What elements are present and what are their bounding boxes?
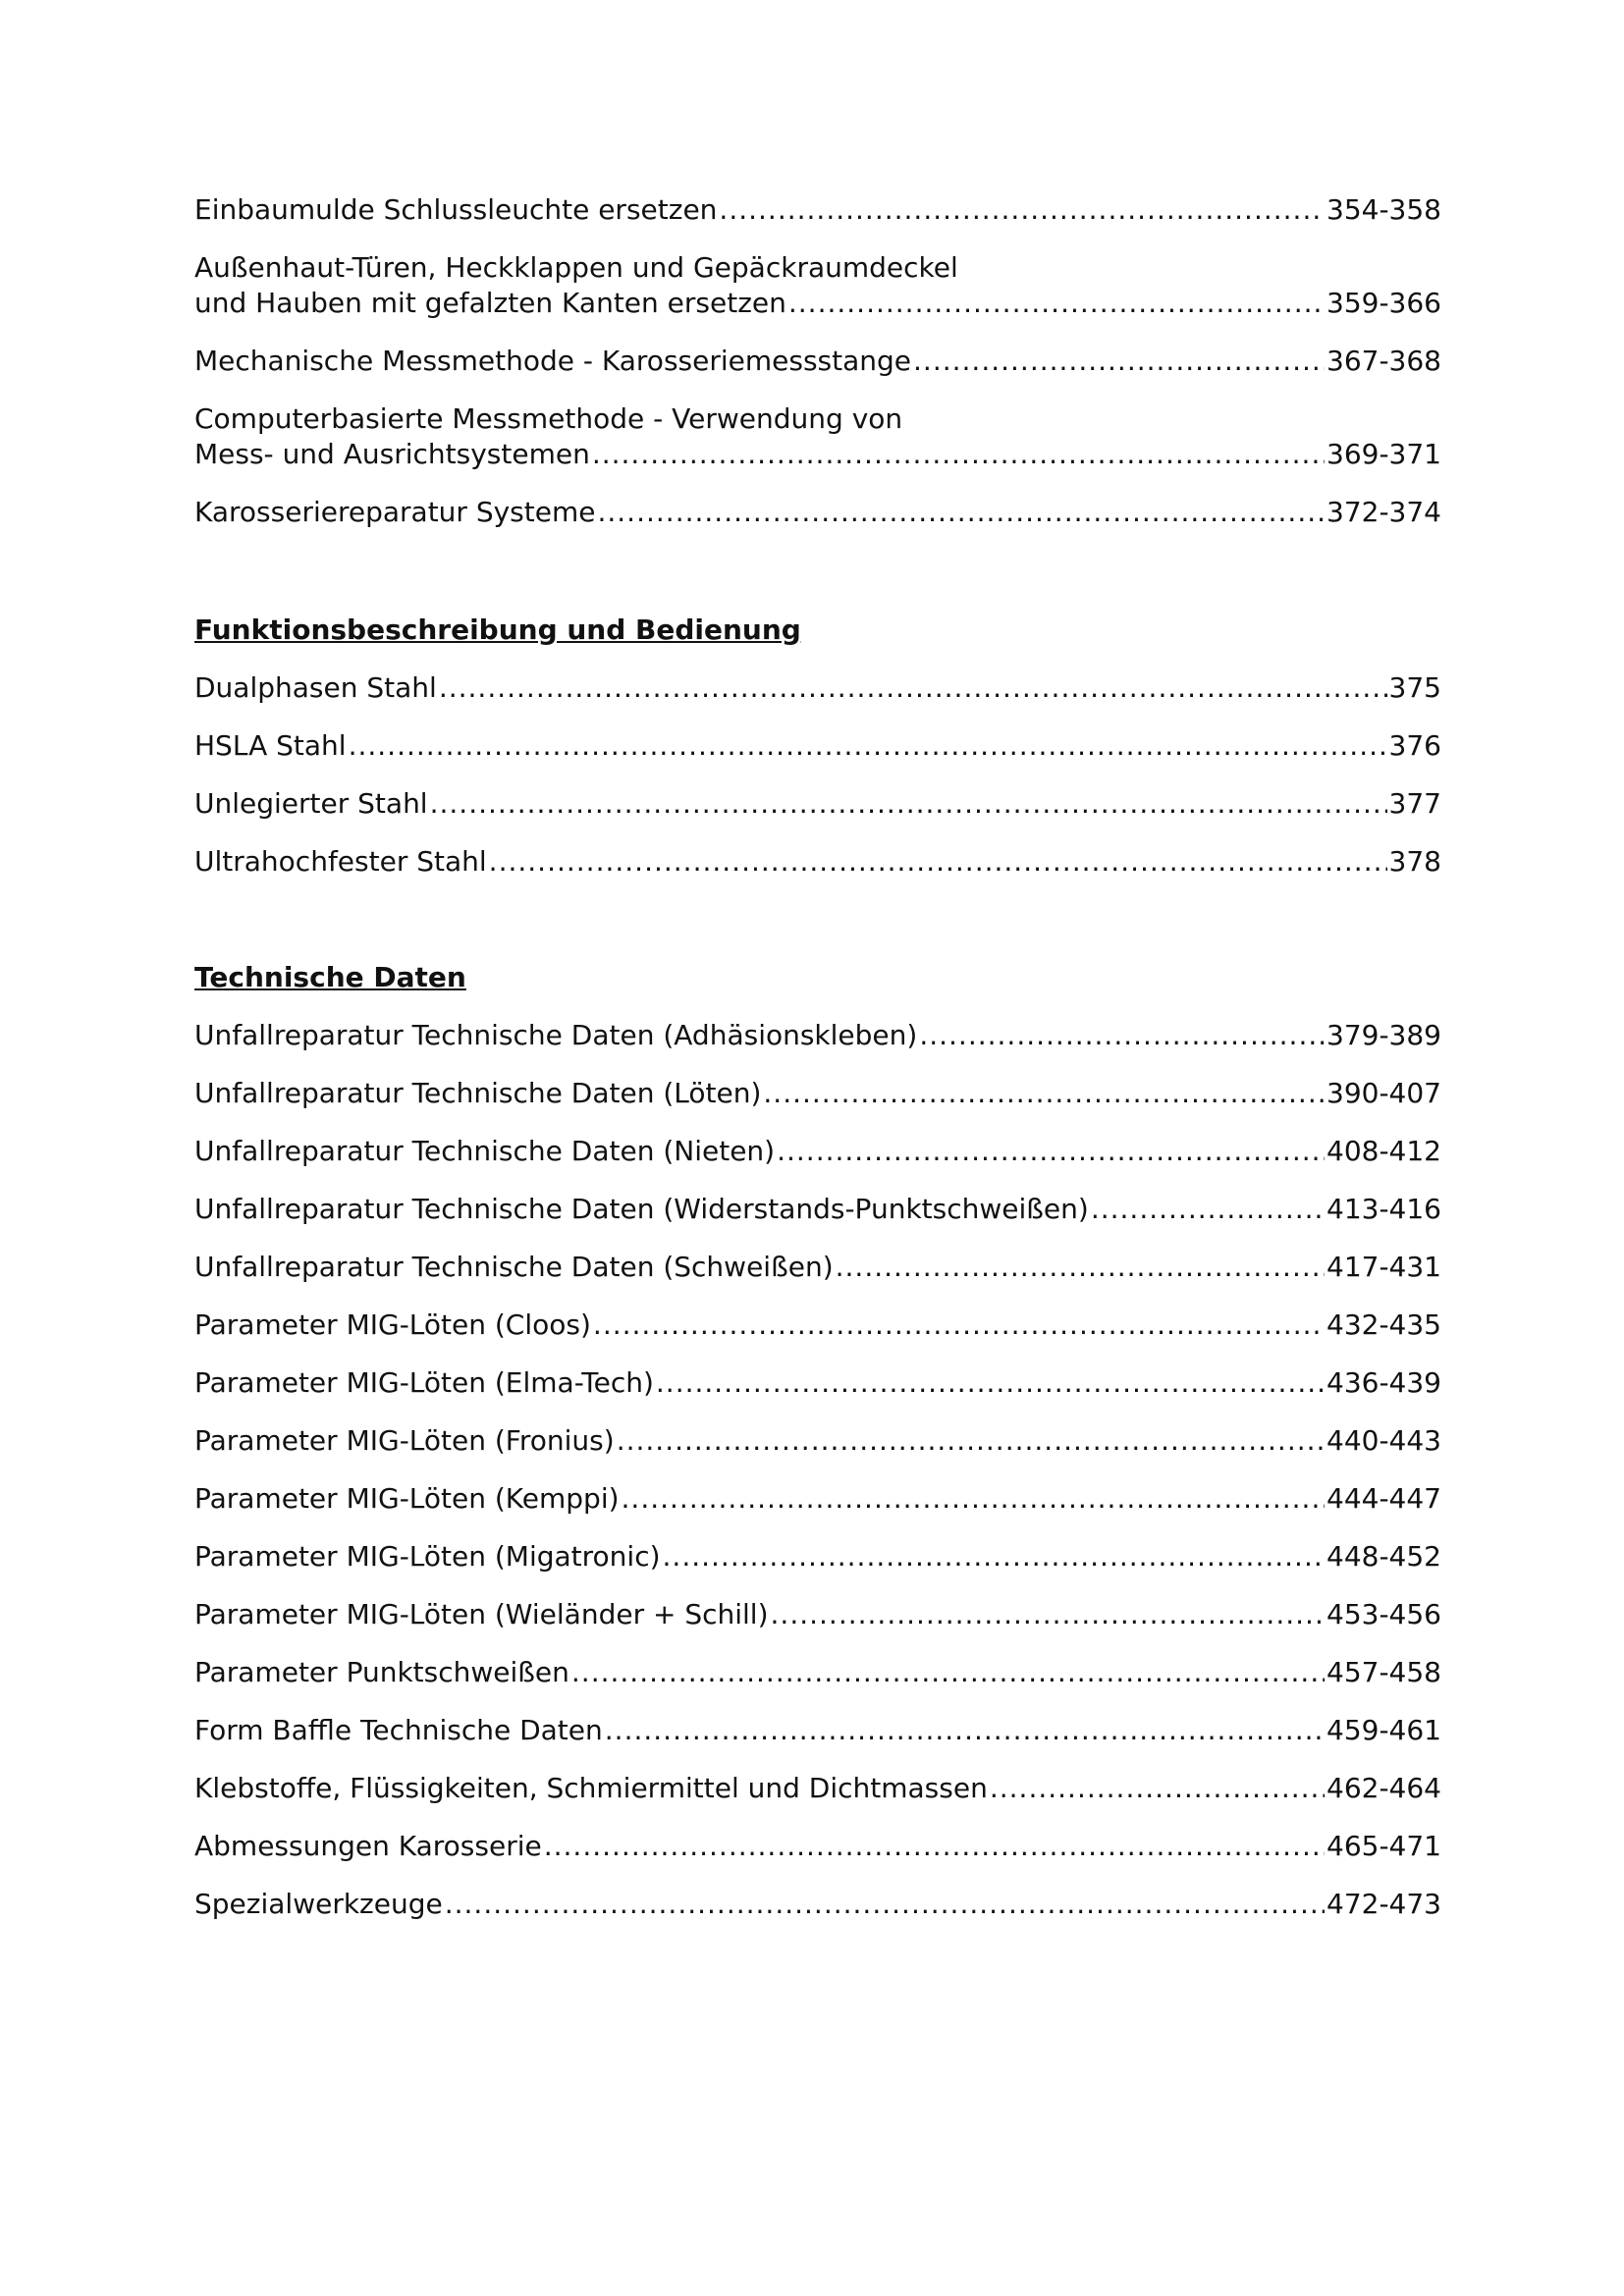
toc-entry[interactable] <box>194 401 1441 472</box>
toc-entry-title: Unfallreparatur Technische Daten (Nieten) <box>194 1135 776 1167</box>
toc-section <box>194 192 1441 553</box>
dot-leader <box>719 192 1325 228</box>
toc-entry-page-range: 459-461 <box>1326 1714 1441 1746</box>
dot-leader <box>597 495 1325 530</box>
toc-entry[interactable] <box>194 670 1441 706</box>
dot-leader <box>593 1308 1325 1343</box>
toc-entry-row <box>194 1018 1441 1053</box>
toc-entry-row <box>194 1887 1441 1922</box>
dot-leader <box>777 1134 1325 1169</box>
toc-entry-row <box>194 786 1441 822</box>
toc-entry-title: Parameter MIG-Löten (Kemppi) <box>194 1482 620 1515</box>
dot-leader <box>445 1887 1325 1922</box>
toc-entry-row <box>194 1713 1441 1748</box>
toc-entry[interactable] <box>194 1771 1441 1806</box>
toc-entry[interactable] <box>194 728 1441 764</box>
toc-entry-title: Parameter MIG-Löten (Cloos) <box>194 1308 591 1341</box>
toc-entry-title: und Hauben mit gefalzten Kanten ersetzen <box>194 287 786 319</box>
toc-entry[interactable] <box>194 1423 1441 1459</box>
toc-entry-title: Parameter MIG-Löten (Wieländer + Schill) <box>194 1598 769 1630</box>
toc-entry[interactable] <box>194 192 1441 228</box>
toc-entry-title: Unfallreparatur Technische Daten (Widerstands-Punktschweißen) <box>194 1193 1089 1225</box>
toc-entry-title: Parameter MIG-Löten (Elma-Tech) <box>194 1366 654 1399</box>
toc-entry-row <box>194 1076 1441 1111</box>
toc-entry-page-range: 444-447 <box>1326 1482 1441 1515</box>
toc-entry-page-range: 413-416 <box>1326 1193 1441 1225</box>
toc-entry-title: HSLA Stahl <box>194 729 347 762</box>
dot-leader <box>919 1018 1325 1053</box>
toc-entry-row <box>194 344 1441 379</box>
toc-entry-title: Parameter MIG-Löten (Migatronic) <box>194 1540 661 1573</box>
toc-entry-page-range: 408-412 <box>1326 1135 1441 1167</box>
dot-leader <box>656 1365 1325 1401</box>
dot-leader <box>571 1655 1325 1690</box>
toc-entry-row <box>194 1539 1441 1575</box>
toc-entry-page-range: 376 <box>1388 729 1441 762</box>
toc-entry-title: Ultrahochfester Stahl <box>194 845 487 878</box>
dot-leader <box>439 670 1387 706</box>
toc-entry-row <box>194 1365 1441 1401</box>
toc-entry[interactable] <box>194 1597 1441 1632</box>
toc-entry-title: Einbaumulde Schlussleuchte ersetzen <box>194 193 718 226</box>
toc-entry-title: Unfallreparatur Technische Daten (Adhäsionskleben) <box>194 1019 918 1051</box>
dot-leader <box>592 437 1325 472</box>
dot-leader <box>544 1829 1325 1864</box>
toc-entry-title: Parameter Punktschweißen <box>194 1656 569 1688</box>
toc-entry[interactable] <box>194 1308 1441 1343</box>
toc-entry-title: Mechanische Messmethode - Karosseriemessstange <box>194 345 912 377</box>
toc-entry[interactable] <box>194 1539 1441 1575</box>
toc-entry-page-range: 359-366 <box>1326 287 1441 319</box>
toc-entry[interactable] <box>194 250 1441 321</box>
toc-entry-page-range: 369-371 <box>1326 438 1441 470</box>
toc-entry-title: Karosseriereparatur Systeme <box>194 496 596 528</box>
toc-entry-title-line: Außenhaut-Türen, Heckklappen und Gepäckraumdeckel <box>194 251 958 284</box>
toc-entry-page-range: 378 <box>1388 845 1441 878</box>
dot-leader <box>913 344 1325 379</box>
toc-entry-title: Unfallreparatur Technische Daten (Schweißen) <box>194 1251 834 1283</box>
toc-entry-page-range: 472-473 <box>1326 1888 1441 1920</box>
toc-entry-page-range: 462-464 <box>1326 1772 1441 1804</box>
toc-entry-row <box>194 1134 1441 1169</box>
dot-leader <box>617 1423 1325 1459</box>
dot-leader <box>990 1771 1325 1806</box>
toc-entry[interactable] <box>194 1713 1441 1748</box>
toc-entry-row <box>194 844 1441 880</box>
dot-leader <box>763 1076 1325 1111</box>
toc-entry-page-range: 379-389 <box>1326 1019 1441 1051</box>
toc-entry-title: Abmessungen Karosserie <box>194 1830 542 1862</box>
toc-entry-title: Klebstoffe, Flüssigkeiten, Schmiermittel und Dichtmassen <box>194 1772 988 1804</box>
dot-leader <box>430 786 1387 822</box>
toc-entry-row <box>194 286 1441 321</box>
toc-entry[interactable] <box>194 786 1441 822</box>
dot-leader <box>489 844 1387 880</box>
dot-leader <box>605 1713 1325 1748</box>
toc-entry-page-range: 372-374 <box>1326 496 1441 528</box>
toc-entry-page-range: 377 <box>1388 787 1441 820</box>
toc-entry-title: Unlegierter Stahl <box>194 787 428 820</box>
toc-entry-row <box>194 1308 1441 1343</box>
dot-leader <box>349 728 1387 764</box>
toc-entry-page-range: 432-435 <box>1326 1308 1441 1341</box>
toc-entry-page-range: 390-407 <box>1326 1077 1441 1109</box>
toc-entry[interactable] <box>194 1018 1441 1053</box>
dot-leader <box>622 1481 1325 1517</box>
toc-entry-row <box>194 1423 1441 1459</box>
toc-entry-page-range: 457-458 <box>1326 1656 1441 1688</box>
toc-entry-row <box>194 1829 1441 1864</box>
toc-entry-page-range: 448-452 <box>1326 1540 1441 1573</box>
dot-leader <box>836 1250 1325 1285</box>
toc-entry-page-range: 453-456 <box>1326 1598 1441 1630</box>
toc-entry-title: Unfallreparatur Technische Daten (Löten) <box>194 1077 762 1109</box>
toc-entry[interactable] <box>194 844 1441 880</box>
toc-entry-page-range: 417-431 <box>1326 1251 1441 1283</box>
toc-section <box>194 613 1441 902</box>
toc-entry-title: Mess- und Ausrichtsystemen <box>194 438 590 470</box>
toc-entry[interactable] <box>194 344 1441 379</box>
toc-entry[interactable] <box>194 1134 1441 1169</box>
toc-entry-row <box>194 728 1441 764</box>
section-heading: Funktionsbeschreibung und Bedienung <box>194 614 801 646</box>
toc-entry[interactable] <box>194 1250 1441 1285</box>
toc-entry[interactable] <box>194 1829 1441 1864</box>
toc-entry-row <box>194 437 1441 472</box>
toc-entry[interactable] <box>194 1192 1441 1227</box>
toc-section <box>194 960 1441 1945</box>
toc-entry-row <box>194 670 1441 706</box>
toc-entry-page-range: 367-368 <box>1326 345 1441 377</box>
toc-entry-page-range: 440-443 <box>1326 1424 1441 1457</box>
toc-entry[interactable] <box>194 1887 1441 1922</box>
toc-entry-row <box>194 192 1441 228</box>
dot-leader <box>788 286 1325 321</box>
dot-leader <box>771 1597 1325 1632</box>
dot-leader <box>663 1539 1325 1575</box>
toc-entry-title: Dualphasen Stahl <box>194 671 437 704</box>
toc-entry-row <box>194 1192 1441 1227</box>
toc-entry-title: Form Baffle Technische Daten <box>194 1714 603 1746</box>
toc-entry[interactable] <box>194 1655 1441 1690</box>
dot-leader <box>1091 1192 1325 1227</box>
section-heading: Technische Daten <box>194 961 466 993</box>
toc-entry-title: Spezialwerkzeuge <box>194 1888 443 1920</box>
toc-entry-row <box>194 1597 1441 1632</box>
toc-entry-row <box>194 1655 1441 1690</box>
toc-entry[interactable] <box>194 1365 1441 1401</box>
toc-entry-page-range: 354-358 <box>1326 193 1441 226</box>
toc-entry-row <box>194 495 1441 530</box>
toc-entry-page-range: 436-439 <box>1326 1366 1441 1399</box>
toc-entry[interactable] <box>194 1076 1441 1111</box>
toc-entry[interactable] <box>194 495 1441 530</box>
toc-entry-row <box>194 1481 1441 1517</box>
toc-entry[interactable] <box>194 1481 1441 1517</box>
toc-entry-page-range: 375 <box>1388 671 1441 704</box>
toc-entry-page-range: 465-471 <box>1326 1830 1441 1862</box>
toc-entry-title-line: Computerbasierte Messmethode - Verwendung von <box>194 402 903 435</box>
toc-entry-row <box>194 1771 1441 1806</box>
toc-entry-row <box>194 1250 1441 1285</box>
toc-entry-title: Parameter MIG-Löten (Fronius) <box>194 1424 615 1457</box>
